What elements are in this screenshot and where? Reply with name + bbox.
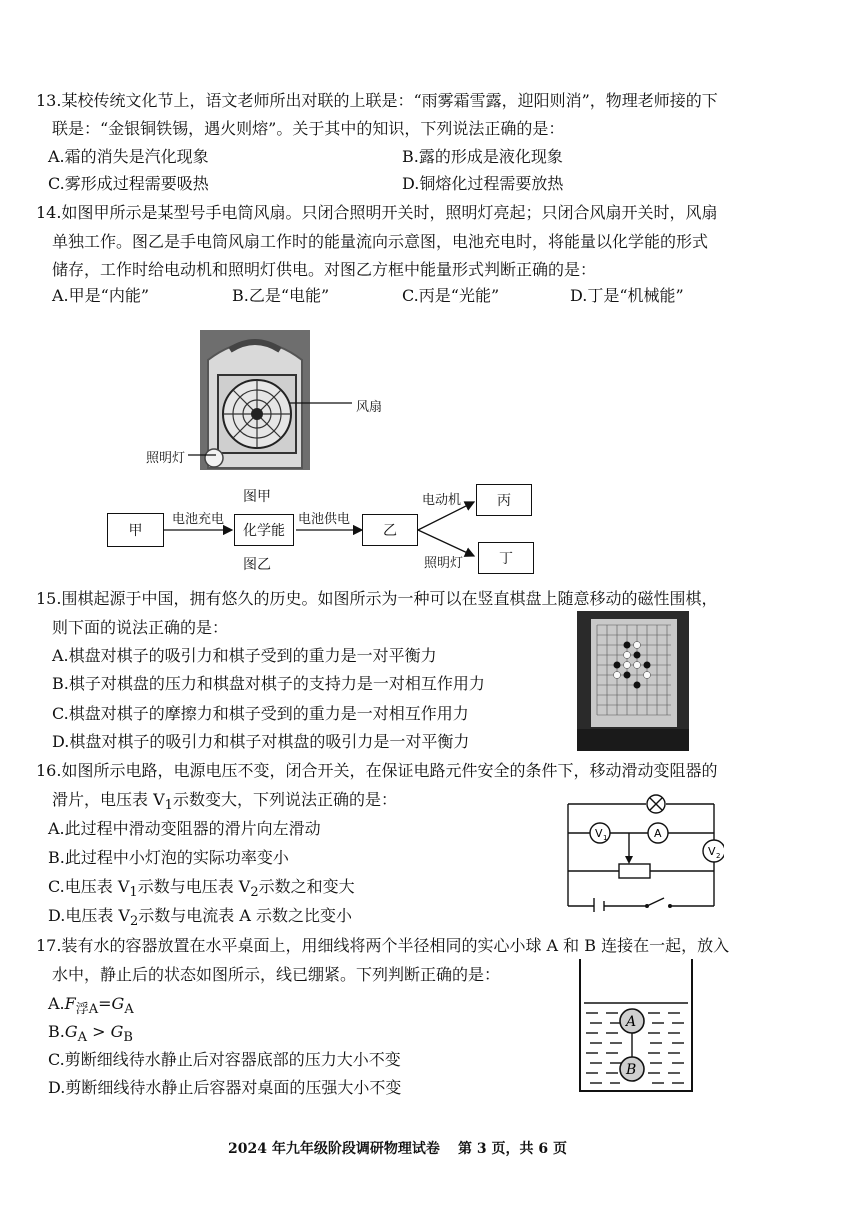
q14-option-c: C.丙是“光能” (402, 286, 500, 305)
q14-stem-line2: 单独工作。图乙是手电筒风扇工作时的能量流向示意图，电池充电时，将能量以化学能的形式 (52, 232, 709, 251)
q13-option-c: C.雾形成过程需要吸热 (48, 174, 209, 193)
q13-option-a: A.霜的消失是汽化现象 (48, 147, 209, 166)
q16-option-d (48, 905, 352, 933)
q15-stem-line1: 15.围棋起源于中国，拥有悠久的历史。如图所示为一种可以在竖直棋盘上随意移动的磁性围棋， (36, 589, 718, 608)
lamp-label: 照明灯 (146, 451, 186, 466)
subscript: 2 (250, 885, 259, 901)
q14-stem-line1: 14.如图甲所示是某型号手电筒风扇。只闭合照明开关时，照明灯亮起；只闭合风扇开关时，风扇 (36, 203, 718, 222)
subscript: B (123, 1030, 133, 1046)
q14-stem-line3: 储存，工作时给电动机和照明灯供电。对图乙方框中能量形式判断正确的是： (52, 260, 597, 279)
branch-label-motor: 电动机 (422, 493, 462, 508)
q16-text: 示数与电流表 A 示数之比变小 (138, 906, 353, 925)
beaker-diagram (576, 955, 696, 1095)
q17-option-d: D.剪断细线待水静止后容器对桌面的压强大小不变 (48, 1078, 402, 1097)
footer-exam-title: 2024 年九年级阶段调研物理试卷 (228, 1141, 440, 1157)
q15-stem-line2: 则下面的说法正确的是： (52, 618, 229, 637)
footer-page-number: 第 3 页，共 6 页 (458, 1141, 567, 1157)
subscript: A (124, 1002, 134, 1018)
q13-stem-line2: 联是：“金银铜铁锡，遇火则熔”。关于其中的知识，下列说法正确的是： (52, 119, 565, 138)
q16-text: 示数变大，下列说法正确的是： (172, 790, 397, 809)
q16-text: 示数之和变大 (258, 877, 355, 896)
energy-box-yi: 乙 (362, 514, 418, 546)
subscript: 1 (129, 885, 138, 901)
branch-label-lamp: 照明灯 (424, 556, 464, 571)
q14-option-d: D.丁是“机械能” (570, 286, 684, 305)
energy-box-jia: 甲 (107, 513, 164, 547)
q15-option-b: B.棋子对棋盘的压力和棋盘对棋子的支持力是一对相互作用力 (52, 674, 485, 693)
q17-option-b (48, 1021, 133, 1049)
q14-option-b: B.乙是“电能” (232, 286, 330, 305)
q17-option-a (48, 993, 134, 1021)
q16-stem-line2 (52, 789, 397, 817)
q17-text: =G (98, 994, 125, 1013)
q17-option-c: C.剪断细线待水静止后对容器底部的压力大小不变 (48, 1050, 401, 1069)
q16-option-b: B.此过程中小灯泡的实际功率变小 (48, 848, 289, 867)
figure-yi-caption: 图乙 (243, 557, 271, 573)
energy-box-bing: 丙 (476, 484, 532, 516)
q14-option-a: A.甲是“内能” (52, 286, 150, 305)
q17-stem-line2: 水中，静止后的状态如图所示，线已绷紧。下列判断正确的是： (52, 965, 501, 984)
q17-text: F (64, 994, 76, 1013)
q17-text: B. (48, 1022, 65, 1041)
q16-text: D.电压表 V (48, 906, 130, 925)
q17-text: > G (87, 1022, 124, 1041)
q16-text: 滑片，电压表 V (52, 790, 165, 809)
q16-option-a: A.此过程中滑动变阻器的滑片向左滑动 (48, 819, 321, 838)
go-board-photo (577, 611, 689, 751)
lamp-leader-line (188, 451, 218, 461)
go-board-drawing (577, 611, 689, 751)
q17-text: G (64, 1022, 78, 1041)
subscript: 1 (164, 798, 173, 814)
fan-label: 风扇 (356, 400, 383, 415)
q13-option-b: B.露的形成是液化现象 (402, 147, 563, 166)
q17-stem-line1: 17.装有水的容器放置在水平桌面上，用细线将两个半径相同的实心小球 A 和 B 连接在一起，放入 (36, 936, 730, 955)
q15-option-a: A.棋盘对棋子的吸引力和棋子受到的重力是一对平衡力 (52, 646, 437, 665)
energy-box-ding: 丁 (478, 542, 534, 574)
voltmeter-v1-subscript: 1 (603, 834, 608, 842)
q16-stem-line1: 16.如图所示电路，电源电压不变，闭合开关，在保证电路元件安全的条件下，移动滑动变阻器的 (36, 761, 718, 780)
q13-option-d: D.铜熔化过程需要放热 (402, 174, 564, 193)
arrow-label-charging: 电池充电 (172, 512, 225, 527)
energy-box-chemical: 化学能 (234, 514, 294, 546)
q17-text: A. (48, 994, 65, 1013)
subscript: 浮A (75, 1002, 99, 1018)
q16-text: 示数与电压表 V (137, 877, 251, 896)
voltmeter-v2-label: V (708, 845, 716, 858)
arrow-label-supply: 电池供电 (298, 512, 351, 527)
q13-stem-line1: 13.某校传统文化节上，语文老师所出对联的上联是：“雨雾霜雪露，迎阳则消”，物理老师接的下 (36, 91, 718, 110)
ball-a-label: A (626, 1014, 637, 1030)
fan-leader-line (290, 397, 360, 417)
q15-option-d: D.棋盘对棋子的吸引力和棋子对棋盘的吸引力是一对平衡力 (52, 732, 470, 751)
subscript: A (77, 1030, 88, 1046)
q16-text: C.电压表 V (48, 877, 130, 896)
ball-b-label: B (626, 1062, 637, 1078)
q15-option-c: C.棋盘对棋子的摩擦力和棋子受到的重力是一对相互作用力 (52, 704, 469, 723)
ammeter-label: A (654, 827, 662, 840)
figure-jia-caption: 图甲 (243, 489, 271, 505)
q16-option-c (48, 876, 355, 904)
subscript: 2 (130, 914, 139, 930)
circuit-diagram (564, 784, 724, 912)
voltmeter-v1-label: V (595, 827, 603, 840)
voltmeter-v2-subscript: 2 (716, 852, 721, 860)
